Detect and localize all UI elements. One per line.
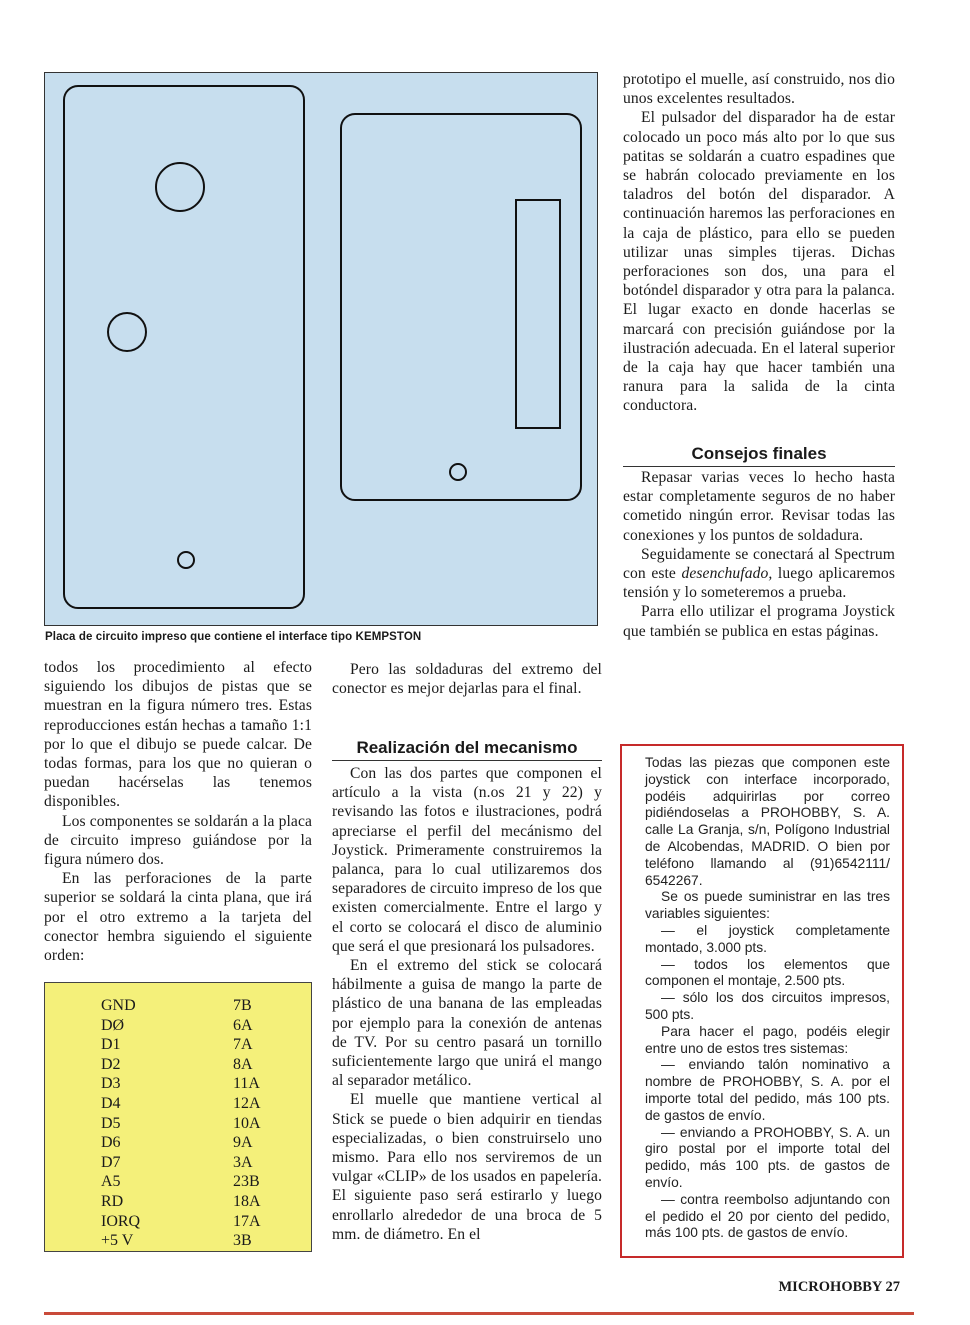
fire-button-hole xyxy=(450,464,466,480)
notice-paragraph: — enviando talón nominativo a nombre de PROHOBBY, S. A. por el importe total del pedido, más 100 pts. de gastos de envío. xyxy=(645,1057,890,1123)
paragraph: En las perforaciones de la parte superior se soldará la cinta plana, que irá por el otro extremo a la tarjeta del conector hembra siguiendo el siguiente orden: xyxy=(44,870,312,965)
signal-name: A5 xyxy=(101,1173,121,1191)
text-column-middle xyxy=(332,660,602,698)
paragraph: El pulsador del disparador ha de estar colocado un poco más alto por lo que sus patitas se soldarán a cuatro espadines que se habrán colocado previamente en los taladros del botón del disparador. A continuación haremos las perforaciones en la caja de plástico, para ello se pueden utilizar unas simples tijeras. Dichas perforaciones son dos, una para el botóndel disparador y otra para la palanca. El lugar exacto en donde hacerlas se marcará con precisión guiándose por la ilustración adecuada. En el lateral superior de la caja hay que hacer también una ranura para la salida de la cinta conductora. xyxy=(623,109,895,415)
order-row xyxy=(101,1153,311,1173)
pcb-board-right xyxy=(341,114,581,500)
pin-label: 3A xyxy=(233,1153,253,1171)
notice-paragraph: — enviando a PROHOBBY, S. A. un giro postal por el importe total del pedido, más 100 pts. de gastos de envío. xyxy=(645,1124,890,1190)
order-row xyxy=(101,1055,311,1075)
text-column-right-top xyxy=(623,70,895,416)
signal-name: D1 xyxy=(101,1036,121,1054)
page-footer xyxy=(760,1279,900,1296)
paragraph: todos los procedimiento al efecto siguiendo los dibujos de pistas que se muestran en la figura número tres. Estas reproducciones están hechas a tamaño 1:1 por lo que el dibujo se puede calcar. De todas formas, para los que no quieran o puedan hacérselas las tenemos disponibles. xyxy=(44,659,312,811)
pcb-drawing xyxy=(44,72,598,626)
pin-label: 17A xyxy=(233,1212,261,1230)
pin-label: 12A xyxy=(233,1094,261,1112)
bottom-rule xyxy=(44,1312,914,1315)
pin-label: 3B xyxy=(233,1232,252,1250)
signal-name: D4 xyxy=(101,1094,121,1112)
order-row xyxy=(101,1192,311,1212)
section-heading-consejos: Consejos finales xyxy=(623,444,895,467)
signal-name: GND xyxy=(101,997,136,1014)
mounting-hole-large xyxy=(156,163,204,211)
order-row xyxy=(101,1094,311,1114)
figure-caption: Placa de circuito impreso que contiene el interface tipo KEMPSTON xyxy=(45,631,422,643)
pin-label: 6A xyxy=(233,1016,253,1034)
order-row xyxy=(101,1114,311,1134)
mounting-hole-small xyxy=(178,552,194,568)
paragraph xyxy=(623,545,895,603)
ribbon-cable-order-table xyxy=(44,982,312,1252)
pin-label: 7A xyxy=(233,1036,253,1054)
pin-label: 9A xyxy=(233,1134,253,1152)
signal-name: DØ xyxy=(101,1016,125,1034)
paragraph: Repasar varias veces lo hecho hasta estar completamente seguros de no haber cometido ningún error. Revisar todas las conexiones y los puntos de soldadura. xyxy=(623,469,895,544)
pin-label: 18A xyxy=(233,1192,261,1210)
order-row xyxy=(101,1016,311,1036)
text-column-mecanismo xyxy=(332,764,602,1244)
notice-paragraph: Se os puede suministrar en las tres variables siguientes: xyxy=(645,889,890,922)
text-run: Seguidamente se conectará al Spectrum con este xyxy=(623,545,895,583)
paragraph: En el extremo del stick se colocará hábilmente a guisa de mango la parte de plástico de una banana de las empleadas por ejemplo para la conexión de antenas de TV. Por su centro pasará un tornillo suficientemente largo que unirá el mango al separador metálico. xyxy=(332,957,602,1090)
signal-name: D7 xyxy=(101,1153,121,1171)
signal-name: IORQ xyxy=(101,1212,141,1230)
order-row xyxy=(101,1212,311,1232)
paragraph: prototipo el muelle, así construido, nos dio unos excelentes resultados. xyxy=(623,71,895,108)
paragraph: El muelle que mantiene vertical al Stick se puede o bien adquirir en tiendas especializadas, o bien construirselo uno mismo. Para ello nos serviremos de un vulgar «CLIP» de los usados en papelería. El siguiente paso será estirarlo y luego enrollarlo alrededor de una broca de 5 mm. de diámetro. En el xyxy=(332,1091,602,1243)
pin-label: 7B xyxy=(233,997,252,1014)
emphasis-text: desenchufado, xyxy=(681,565,773,583)
notice-paragraph: — todos los elementos que componen el montaje, 2.500 pts. xyxy=(645,956,890,989)
pin-label: 11A xyxy=(233,1075,260,1093)
page-number: 27 xyxy=(885,1279,900,1295)
text-column-consejos xyxy=(623,468,895,641)
paragraph: Parra ello utilizar el programa Joystick que también se publica en estas páginas. xyxy=(623,603,895,640)
pin-label: 23B xyxy=(233,1173,260,1191)
mounting-hole-medium xyxy=(108,313,146,351)
signal-name: RD xyxy=(101,1192,124,1210)
order-row xyxy=(101,1172,311,1192)
text-run: luego aplicaremos tensión y lo someteremos a prueba. xyxy=(623,565,895,602)
order-row xyxy=(101,996,311,1016)
order-table-rows xyxy=(101,996,311,1251)
connector-slot xyxy=(516,200,560,428)
order-row xyxy=(101,1133,311,1153)
order-row xyxy=(101,1231,311,1251)
paragraph: Pero las soldaduras del extremo del conector es mejor dejarlas para el final. xyxy=(332,661,602,698)
figure-panel xyxy=(44,72,598,643)
notice-paragraph: Todas las piezas que componen este joystick con interface incorporado, podéis adquirirlas por correo pidiéndoselas a PROHOBBY, S. A. calle La Granja, s/n, Polígono Industrial de Alcobendas, MADRID. O bien por teléfono llamando al (91)6542111/ 6542267. xyxy=(645,755,890,888)
notice-paragraph: — el joystick completamente montado, 3.000 pts. xyxy=(645,922,890,955)
order-notice-box xyxy=(620,744,904,1258)
order-row xyxy=(101,1035,311,1055)
signal-name: D6 xyxy=(101,1134,121,1152)
section-heading-mecanismo: Realización del mecanismo xyxy=(332,738,602,761)
signal-name: D3 xyxy=(101,1075,121,1093)
notice-paragraph: Para hacer el pago, podéis elegir entre uno de estos tres sistemas: xyxy=(645,1023,890,1056)
magazine-name: MICROHOBBY xyxy=(778,1279,882,1295)
paragraph: Con las dos partes que componen el artículo a la vista (n.os 21 y 22) y revisando las fotos e ilustraciones, podrá apreciarse el perfil del mecánismo del Joystick. Primeramente construiremos la palanca, para lo cual utilizaremos dos separadores de circuito impreso de los que existen comercialmente. Entre el largo y el corto se colocará el disco de aluminio que será el que presionará los pulsadores. xyxy=(332,765,602,955)
paragraph: Los componentes se soldarán a la placa de circuito impreso guiándose por la figura número dos. xyxy=(44,812,312,869)
signal-name: D2 xyxy=(101,1055,121,1073)
notice-paragraph: — contra reembolso adjuntando con el pedido el 20 por ciento del pedido, más 100 pts. de gastos de envío. xyxy=(645,1191,890,1241)
signal-name: D5 xyxy=(101,1114,121,1132)
signal-name: +5 V xyxy=(101,1232,134,1250)
pin-label: 10A xyxy=(233,1114,261,1132)
order-row xyxy=(101,1074,311,1094)
pin-label: 8A xyxy=(233,1055,253,1073)
notice-paragraph: — sólo los dos circuitos impresos, 500 pts. xyxy=(645,990,890,1022)
text-column-left xyxy=(44,658,312,965)
